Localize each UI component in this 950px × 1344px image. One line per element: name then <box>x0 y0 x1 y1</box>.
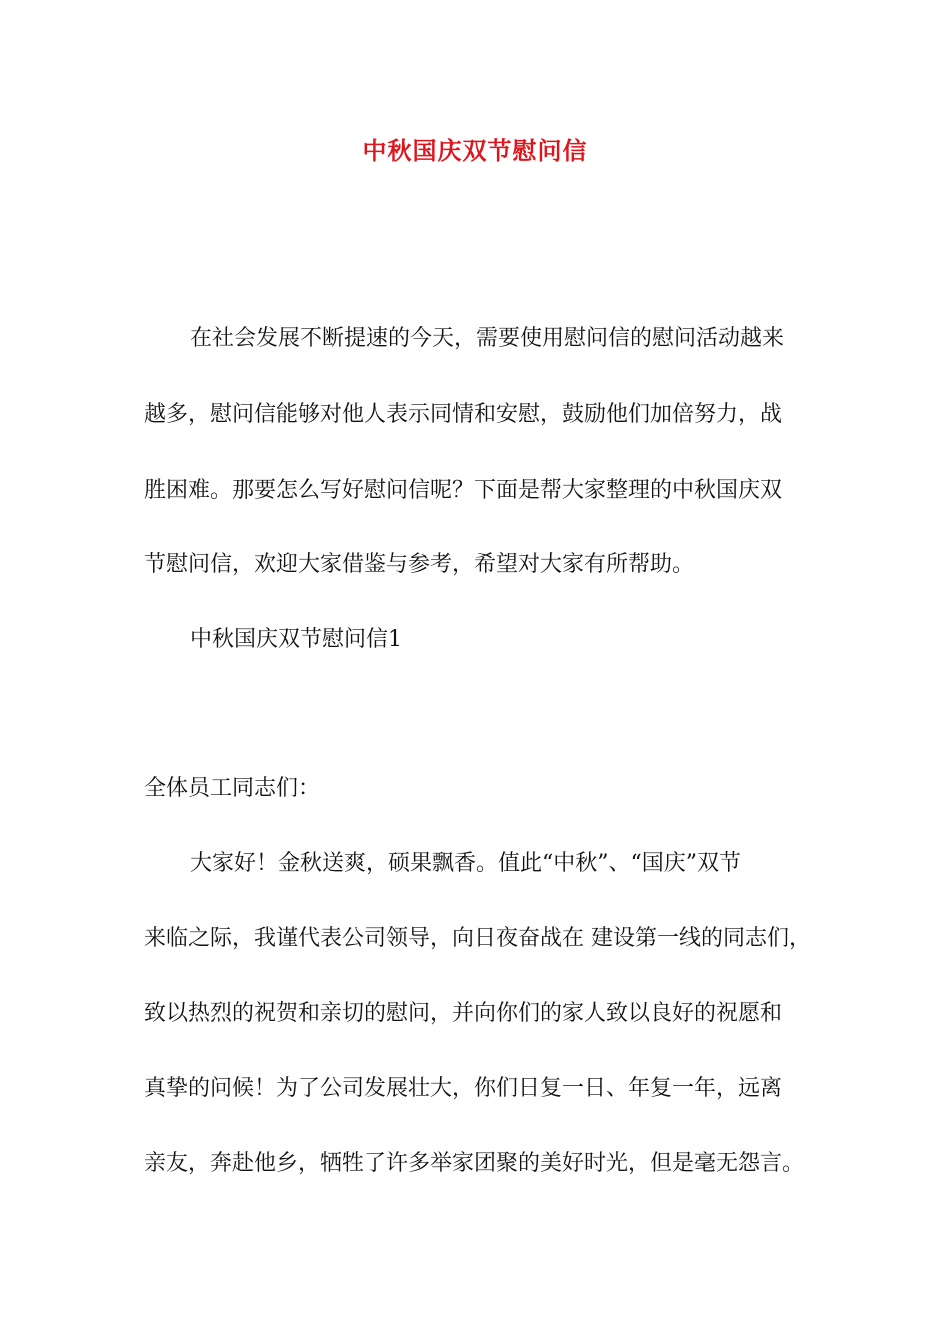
body-line-4: 真挚的问候！为了公司发展壮大，你们日复一日、年复一年，远离 <box>144 1076 783 1101</box>
body-line-1: 大家好！金秋送爽，硕果飘香。值此“中秋”、“国庆”双节 <box>190 851 741 876</box>
body-line-5: 亲友，奔赴他乡，牺牲了许多举家团聚的美好时光，但是毫无怨言。 <box>144 1151 805 1176</box>
section-heading: 中秋国庆双节慰问信1 <box>190 627 402 652</box>
intro-line-1: 在社会发展不断提速的今天，需要使用慰问信的慰问活动越来 <box>190 326 785 351</box>
body-line-2: 来临之际，我谨代表公司领导，向日夜奋战在 建设第一线的同志们， <box>144 926 811 951</box>
intro-line-2: 越多，慰问信能够对他人表示同情和安慰，鼓励他们加倍努力，战 <box>144 402 783 427</box>
salutation: 全体员工同志们： <box>144 776 321 801</box>
intro-line-3: 胜困难。那要怎么写好慰问信呢？下面是帮大家整理的中秋国庆双 <box>144 478 783 503</box>
intro-line-4: 节慰问信，欢迎大家借鉴与参考，希望对大家有所帮助。 <box>144 552 695 577</box>
body-line-3: 致以热烈的祝贺和亲切的慰问，并向你们的家人致以良好的祝愿和 <box>144 1001 783 1026</box>
document-title: 中秋国庆双节慰问信 <box>362 136 588 165</box>
